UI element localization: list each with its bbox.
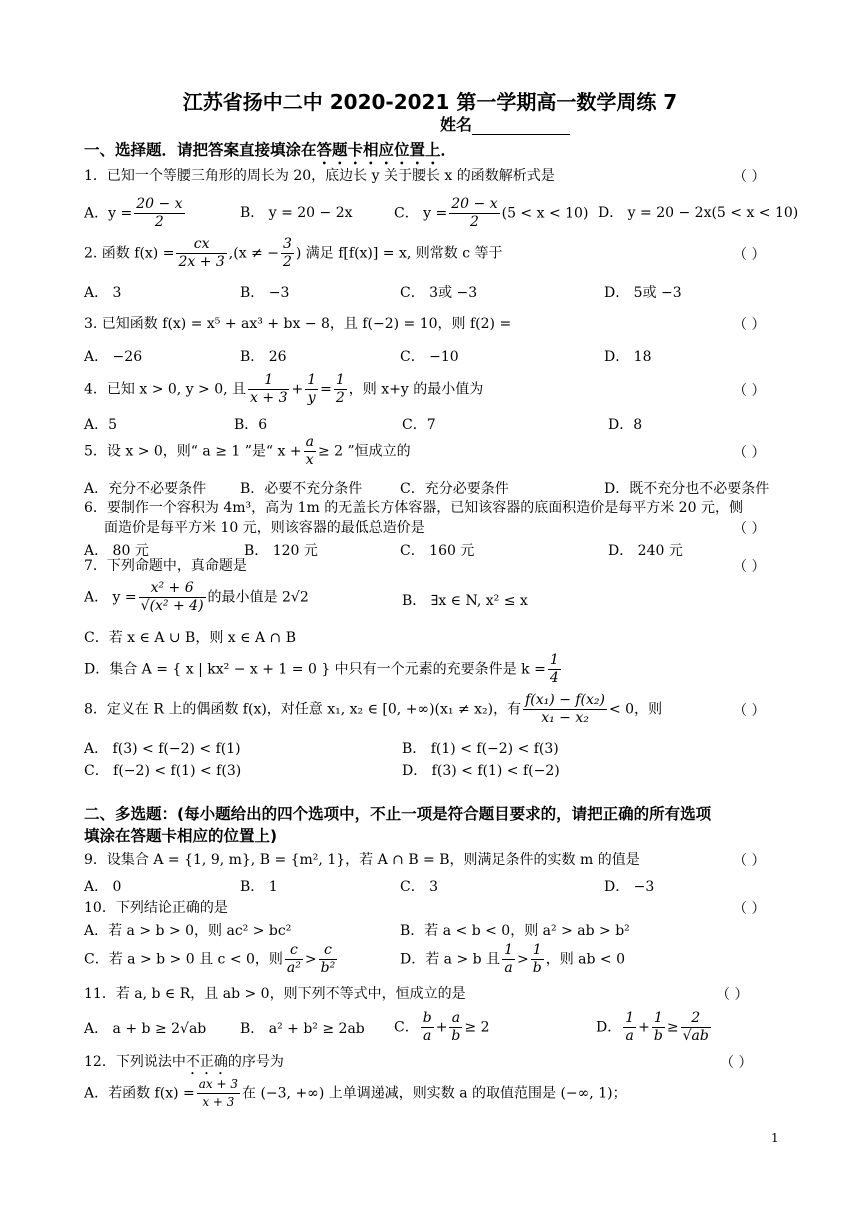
question-7-stem: 7．下列命题中，真命题是 (84, 558, 247, 574)
option-c: C． 3或 −3 (400, 285, 478, 301)
option-d: D． 5或 −3 (604, 285, 682, 301)
option-c: C． y = $\frac{20 - x}{2}$ (5 < x < 10) (394, 196, 589, 230)
option-d: D． y = 20 − 2x(5 < x < 10) (598, 205, 799, 221)
option-b: B． a² + b² ≥ 2ab (240, 1021, 365, 1037)
option-a: A．充分不必要条件 (84, 481, 207, 497)
question-3-stem: 3. 已知函数 f(x) = x⁵ + ax³ + bx − 8，且 f(−2) = 10，则 f(2) = (84, 316, 512, 332)
answer-paren: （ ） (733, 901, 766, 917)
section-1-heading: 一、选择题．请把答案直接填涂在答题卡相应位置上． (84, 141, 457, 159)
option-b: B． f(1) < f(−2) < f(3) (402, 741, 559, 757)
option-d: D．若 a > b 且 $\frac{1}{a}$ > $\frac{1}{b}$ ，则 ab < 0 (400, 942, 625, 976)
question-3-options (84, 346, 784, 370)
option-d: D．既不充分也不必要条件 (604, 481, 770, 497)
question-2-stem: 2. 函数 f(x) = $\frac{cx}{2x + 3}$ ,(x ≠ − $\frac{3}{2}$ ) 满足 f[f(x)] = x, 则常数 c 等于 (84, 236, 503, 270)
page-title: 江苏省扬中二中 2020-2021 第一学期高一数学周练 7 (182, 90, 678, 114)
option-c: C． 3 (400, 879, 439, 895)
question-10-options-cd (84, 942, 784, 982)
question-1-options (84, 196, 799, 230)
question-7-option-d: D．集合 A = { x | kx² − x + 1 = 0 } 中只有一个元素的充要条件是 k = $\frac{1}{4}$ (84, 652, 559, 686)
question-7-option-c: C．若 x ∈ A ∪ B，则 x ∈ A ∩ B (84, 630, 296, 646)
name-field (440, 112, 570, 135)
option-b: B． −3 (240, 285, 290, 301)
answer-paren: （ ） (733, 853, 766, 869)
option-d: D． $\frac{1}{a}$ + $\frac{1}{b}$ ≥ $\frac{2}{√ab}$ (596, 1010, 709, 1044)
option-b: B．若 a < b < 0，则 a² > ab > b² (400, 923, 630, 939)
question-2-options (84, 282, 784, 306)
answer-paren: （ ） (733, 521, 766, 537)
question-6-stem-line1: 6．要制作一个容积为 4m³，高为 1m 的无盖长方体容器，已知该容器的底面积造价是每平方米 20 元，侧 (84, 500, 743, 516)
option-b: B． 120 元 (244, 543, 318, 559)
option-b: B． y = 20 − 2x (240, 205, 353, 221)
answer-paren: （ ） (733, 559, 766, 575)
option-c: C．7 (402, 417, 436, 433)
question-10-options-ab (84, 920, 784, 944)
option-c: C．若 a > b > 0 且 c < 0，则 $\frac{c}{\text{a²}}$ > $\frac{c}{\text{b²}}$ (84, 942, 336, 976)
question-8-options-ab (84, 738, 784, 762)
question-11-options (84, 1010, 784, 1050)
option-b: B． 1 (240, 879, 278, 895)
question-6-stem-line2: 面造价是每平方米 10 元，则该容器的最低总造价是 (104, 520, 425, 536)
section-2-heading-line2: 填涂在答题卡相应的位置上) (84, 827, 278, 845)
question-4-stem: 4．已知 x > 0, y > 0, 且 $\frac{1}{x + 3}$ + $\frac{1}{y}$ = $\frac{1}{2}$ ，则 x+y 的最小值为 (84, 372, 484, 406)
answer-paren: （ ） (716, 987, 749, 1003)
question-5-stem: 5．设 x > 0，则“ a ≥ 1 ”是“ x + $\frac{a}{x}$ ≥ 2 ”恒成立的 (84, 434, 411, 468)
answer-paren: （ ） (733, 383, 766, 399)
answer-paren: （ ） (720, 1055, 753, 1071)
answer-paren: （ ） (733, 169, 766, 185)
option-b: B．6 (234, 417, 268, 433)
option-c: C． f(−2) < f(1) < f(3) (84, 763, 242, 779)
option-a: A．y = $\frac{20 - x}{2}$ (84, 196, 183, 230)
question-8-options-cd (84, 760, 784, 784)
option-a: A． f(3) < f(−2) < f(1) (84, 741, 241, 757)
option-d: D． −3 (604, 879, 655, 895)
page-number: 1 (771, 1131, 779, 1145)
option-a: A．5 (84, 417, 118, 433)
name-blank-line (472, 118, 570, 135)
option-c: C． −10 (400, 349, 459, 365)
name-label: 姓名 (440, 115, 473, 134)
option-c: C． 160 元 (400, 543, 475, 559)
answer-paren: （ ） (733, 445, 766, 461)
option-d: D．8 (608, 417, 643, 433)
option-a: A． 3 (84, 285, 122, 301)
question-12-stem: 12．下列说法中不正确的序号为 (84, 1054, 284, 1070)
option-c: C． $\frac{b}{a}$ + $\frac{a}{b}$ ≥ 2 (394, 1010, 490, 1044)
option-a: A． y = $\frac{\text{x² + 6}}{\text{√(x² + 4)}}$ 的最小值是 2√2 (84, 580, 309, 614)
question-1-stem: 1．已知一个等腰三角形的周长为 20，底边长 y 关于腰长 x 的函数解析式是 (84, 168, 555, 184)
option-a: A．若 a > b > 0，则 ac² > bc² (84, 923, 292, 939)
question-9-stem: 9．设集合 A = {1, 9, m}, B = {m², 1}，若 A ∩ B = B，则满足条件的实数 m 的值是 (84, 852, 640, 868)
section-2-heading-line1: 二、多选题：(每小题给出的四个选项中，不止一项是符合题目要求的，请把正确的所有选项 (84, 805, 712, 823)
option-a: A． 80 元 (84, 543, 149, 559)
option-a: A． 0 (84, 879, 122, 895)
question-8-stem: 8．定义在 R 上的偶函数 f(x)，对任意 x₁, x₂ ∈ [0, +∞)(x₁ ≠ x₂)，有 $\frac{\text{f(x₁) − f(x₂)}}{\text{x₁ − x₂}}$ < 0，则 (84, 692, 663, 726)
option-b: B．必要不充分条件 (240, 481, 363, 497)
option-a: A． a + b ≥ 2√ab (84, 1021, 207, 1037)
question-12-option-a: A．若函数 f(x) = $\frac{ax + 3}{x + 3}$ 在 (−3, +∞) 上单调递减，则实数 a 的取值范围是 (−∞, 1)； (84, 1077, 627, 1109)
question-11-stem: 11．若 a, b ∈ R，且 ab > 0，则下列不等式中，恒成立的是 (84, 986, 466, 1002)
question-10-stem: 10．下列结论正确的是 (84, 900, 228, 916)
option-d: D． 240 元 (608, 543, 683, 559)
option-b: B． 26 (240, 349, 287, 365)
option-a: A． −26 (84, 349, 143, 365)
answer-paren: （ ） (733, 703, 766, 719)
answer-paren: （ ） (733, 247, 766, 263)
answer-paren: （ ） (733, 317, 766, 333)
option-d: D． f(3) < f(1) < f(−2) (402, 763, 560, 779)
question-7-options-ab (84, 580, 784, 620)
question-9-options (84, 876, 784, 900)
option-c: C．充分必要条件 (400, 481, 509, 497)
option-b: B． ∃x ∈ N, x² ≤ x (402, 593, 528, 609)
option-d: D． 18 (604, 349, 652, 365)
